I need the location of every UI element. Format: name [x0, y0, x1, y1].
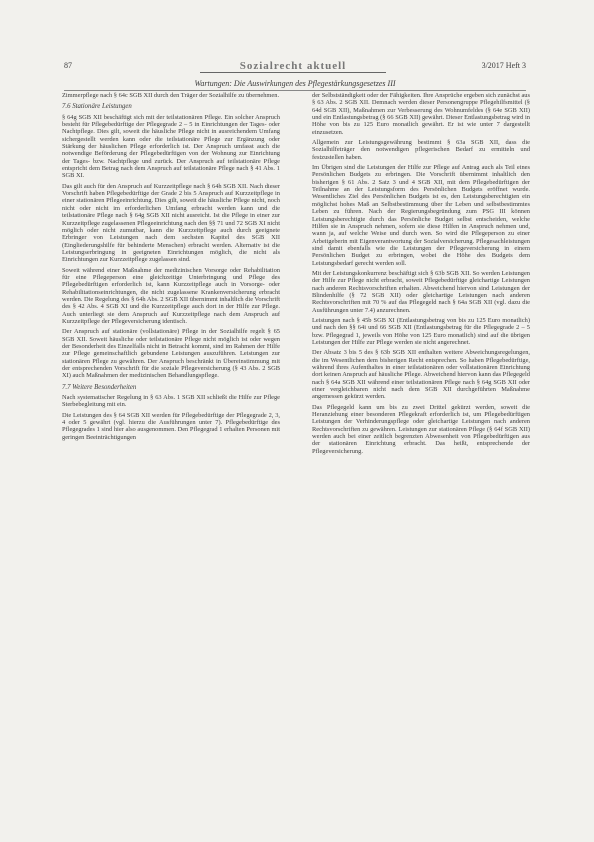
paragraph: Soweit während einer Maßnahme der medizinischen Vorsorge oder Rehabilitation für eine Pflegeperson eine gleichzeitige Unterbringung und Pflege des Pflegebedürftigen erforderlich ist, kann Kurzzeitpflege auch in Vorsorge- oder Rehabilitationseinrichtungen, die nicht zugelassene Krankenversicherung erbracht werden. Die Regelung des § 64h Abs. 2 SGB XII übernimmt inhaltlich die Vorschrift des § 42 Abs. 4 SGB XI und die Kurzzeitpflege auch dort in der Hilfe zur Pflege. Auch unterliegt sie dem Anspruch auf Kurzzeitpflege nach dem Anspruch auf Kurzzeitpflege der Pflegeversicherung identisch.	[62, 266, 280, 325]
issue-label: 3/2017 Heft 3	[481, 61, 526, 70]
section-heading: 7.7 Weitere Besonderheiten	[62, 383, 137, 391]
journal-title: Sozialrecht aktuell	[200, 60, 386, 73]
paragraph: Allgemein zur Leistungsgewährung bestimmt § 63a SGB XII, dass die Sozialhilfeträger den notwendigen pflegerischen Bedarf zu ermitteln und festzustellen haben.	[312, 139, 530, 161]
left-column	[62, 92, 280, 822]
paragraph: Zimmerpflege nach § 64c SGB XII durch den Träger der Sozialhilfe zu übernehmen.	[62, 92, 280, 99]
page-header	[64, 60, 526, 76]
paragraph: Das gilt auch für den Anspruch auf Kurzzeitpflege nach § 64h SGB XII. Nach dieser Vorschrift haben Pflegebedürftige der Grade 2 bis 5 Anspruch auf Kurzzeitpflege in einer stationären Pflegeeinrichtung. Dies gilt, soweit die häusliche Pflege nicht, noch nicht oder nicht im erforderlichen Umfang erbracht werden kann und die teilstationäre Pflege nach § 64g SGB XII nicht ausreicht. Ist die Pflege in einer zur Kurzzeitpflege zugelassenen Pflegeeinrichtung nach den §§ 71 und 72 SGB XI nicht möglich oder nicht zumutbar, kann die Kurzzeitpflege auch durch geeignete Erbringer von Leistungen nach dem sechsten Kapitel des SGB XII (Eingliederungshilfe für behinderte Menschen) erbracht werden. Alternativ ist die Leistungserbringung in geeigneten Einrichtungen möglich, die nicht als Einrichtungen zur Kurzzeitpflege zugelassen sind.	[62, 182, 280, 264]
paragraph: der Selbstständigkeit oder der Fähigkeiten. Ihre Ansprüche ergeben sich zunächst aus § 63 Abs. 2 SGB XII. Demnach werden dieser Personengruppe Pflegehilfsmittel (§ 64d SGB XII), Maßnahmen zur Verbesserung des Wohnumfeldes (§ 64e SGB XII) und ein Entlastungsbetrag (§ 66 SGB XII) gewährt. Dieser Entlastungsbetrag wird in Höhe von bis zu 125 Euro monatlich gewährt. Er ist wie unter 7 dargestellt einzusetzen.	[312, 92, 530, 136]
paragraph: Das Pflegegeld kann um bis zu zwei Drittel gekürzt werden, soweit die Heranziehung einer besonderen Pflegekraft erforderlich ist, um Pflegebedürftigen Leistungen der Verhinderungspflege oder gleichartige Leistungen nach anderen Rechtsvorschriften zu gewähren. Leistungen zur stationären Pflege (§ 64f SGB XII) werden auch bei einer zeitlich begrenzten Abwesenheit von Pflegebedürftigen aus der stationären Einrichtung erbracht. Das heißt, entsprechende der Pflegeversicherung.	[312, 403, 530, 455]
paragraph: Im Übrigen sind die Leistungen der Hilfe zur Pflege auf Antrag auch als Teil eines Persönlichen Budgets zu erbringen. Die Vorschrift übernimmt inhaltlich den bisherigen § 61 Abs. 2 Satz 3 und 4 SGB XII, mit dem Pflegebedürftigen der Teilnahme an der Leistungsform des Persönlichen Budgets eröffnet wurde. Wesentliches Ziel des Persönlichen Budgets ist es, den Leistungsberechtigten ein möglichst hohes Maß an Selbstbestimmung über ihr Leben und selbstbestimmtes Leben zu führen. Nach der Regierungsbegründung zum PSG III können Leistungsberechtigte durch das Persönliche Budget selbst entscheiden, welche Hilfen sie in Anspruch nehmen, sofern sie diese Hilfen in Anspruch nehmen und, wann ja, auf welche Weise und durch wen. So wird die Pflegeperson zu einer Arbeitgeberin mit Eigenverantwortung der Sozialversicherung. Pflegesachleistungen sind damit ebenfalls wie die Leistungen der Pflegeversicherung in einem Persönlichen Budget zu erbringen, wobei die Höhe des Budgets dem Leistungsbedarf gerecht werden soll.	[312, 164, 530, 267]
paragraph: Leistungen nach § 45b SGB XI (Entlastungsbetrag von bis zu 125 Euro monatlich) und nach den §§ 64i und 66 SGB XII (Entlastungsbetrag für die Pflegegrade 2 – 5 bzw. Pflegegrad 1, jeweils von Höhe von 125 Euro monatlich) sind auf die übrigen Leistungen der Hilfe zur Pflege werden sie nicht angerechnet.	[312, 316, 530, 346]
paragraph: Die Leistungen des § 64 SGB XII werden für Pflegebedürftige der Pflegegrade 2, 3, 4 oder 5 gewährt (vgl. hierzu die Ausführungen unter 7). Pflegebedürftige des Pflegegrades 1 sind hier also ausgenommen. Den Pflegegrad 1 erhalten Personen mit geringen Beeinträchtigungen	[62, 411, 280, 441]
paragraph: Der Absatz 3 bis 5 des § 63b SGB XII enthalten weitere Abweichungsregelungen, die im Wesentlichen dem bisherigen Recht entsprechen. So haben Pflegebedürftige, während ihres Aufenthaltes in einer teilstationären oder vollstationären Einrichtung dort keinen Anspruch auf häusliche Pflege. Abweichend hiervon kann das Pflegegeld nach § 64a SGB XII während einer teilstationären Pflege nach § 64g SGB XII oder einer vergleichbaren nicht nach dem SGB XII durchgeführten Maßnahme angemessen gekürzt werden.	[312, 349, 530, 401]
paragraph: Mit der Leistungskonkurrenz beschäftigt sich § 63b SGB XII. So werden Leistungen der Hilfe zur Pflege nicht erbracht, soweit Pflegebedürftige gleichartige Leistungen nach anderen Rechtsvorschriften erhalten. Abweichend hiervon sind Leistungen der Blindenhilfe (§ 72 SGB XII) oder gleichartige Leistungen nach anderen Rechtsvorschriften mit 70 % auf das Pflegegeld nach § 64a SGB XII (vgl. dazu die Ausführungen unter 7.4) anzurechnen.	[312, 269, 530, 314]
running-title: Wartungen: Die Auswirkungen des Pflegestärkungsgesetzes III	[64, 79, 526, 91]
right-column	[312, 92, 530, 822]
page-number: 87	[64, 61, 72, 70]
section-heading: 7.6 Stationäre Leistungen	[62, 103, 132, 111]
paragraph: Nach systematischer Regelung in § 63 Abs. 1 SGB XII schließt die Hilfe zur Pflege Sterbebegleitung mit ein.	[62, 394, 280, 409]
paragraph: Der Anspruch auf stationäre (vollstationäre) Pflege in der Sozialhilfe regelt § 65 SGB XII. Soweit häusliche oder teilstationäre Pflege nicht möglich ist oder wegen der Besonderheit des Einzelfalls nicht in Betracht kommt, sind im Rahmen der Hilfe zur Pflege gemeinschaftlich gebundene Leistungen auszuführen. Leistungen zur stationären Pflege zu gewähren. Der Anspruch beschränkt in Übereinstimmung mit der entsprechenden Vorschrift für die soziale Pflegeversicherung (§ 43 Abs. 2 SGB XI) auch Maßnahmen der medizinischen Behandlungspflege.	[62, 328, 280, 380]
paragraph: § 64g SGB XII beschäftigt sich mit der teilstationären Pflege. Ein solcher Anspruch besteht für Pflegebedürftige der Pflegegrade 2 – 5 in Einrichtungen der Tages- oder Nachtpflege. Dies gilt, soweit die häusliche Pflege nicht in ausreichendem Umfang sichergestellt werden kann oder die teilstationäre Pflege zur Ergänzung oder Stärkung der häuslichen Pflege erforderlich ist. Der Anspruch umfasst auch die notwendige Beförderung der Pflegebedürftigen von der Wohnung zur Einrichtung der Tages- bzw. Nachtpflege und zurück. Der Anspruch auf teilstationäre Pflege entspricht dem Betrag nach dem Anspruch auf teilstationäre Pflege nach § 41 Abs. 1 SGB XI.	[62, 113, 280, 180]
